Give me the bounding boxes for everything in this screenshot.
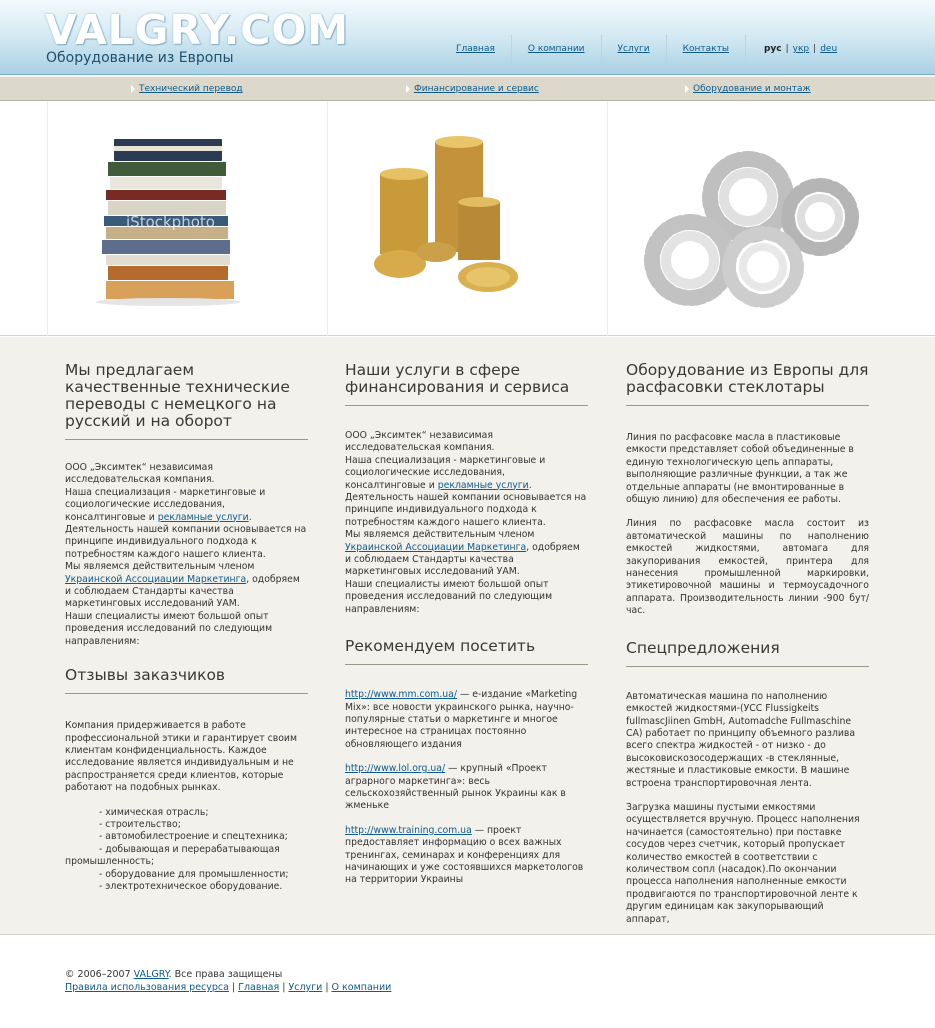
uam-link[interactable]: Украинской Ассоциации Маркетинга bbox=[65, 573, 247, 585]
intro-text: Наши специалисты имеют большой опыт проведения исследований по следующим направлениям: bbox=[345, 578, 553, 615]
list-item: - строительство; bbox=[99, 818, 181, 830]
list-item: - автомобилестроение и спецтехника; bbox=[99, 831, 288, 843]
company-intro bbox=[345, 430, 588, 616]
footer-about-link[interactable]: О компании bbox=[331, 982, 392, 993]
intro-text: . Деятельность нашей компании основывается на принципе индивидуального подхода к потребностям каждого нашего клиента. bbox=[345, 479, 587, 528]
equipment-text: Линия по расфасовке масла в пластиковые емкости представляет собой объединенные в единую технологическую цепь аппараты, выполняющие различные функции, а так же отдельные аппараты (не вмонтированные в общую линию) для обеспечения ее работы. bbox=[626, 432, 854, 506]
subnav-item-translation bbox=[131, 84, 243, 94]
intro-text: , одобряем и соблюдаем Стандарты качества маркетинговых исследований УАМ. bbox=[65, 573, 300, 610]
nav-contacts-link[interactable]: Контакты bbox=[682, 44, 729, 54]
column-translations bbox=[65, 362, 308, 893]
footer-terms-link[interactable]: Правила использования ресурса bbox=[65, 982, 229, 993]
copyright-text: © 2006–2007 bbox=[65, 969, 134, 980]
books-image bbox=[47, 102, 327, 336]
coins-image bbox=[327, 102, 607, 336]
lol-org-ua-link[interactable]: http://www.lol.org.ua/ bbox=[345, 763, 446, 775]
equipment-text: Линия по расфасовке масла состоит из автоматической машины по наполнению емкостей жидкостями, автомага для закупоривания емкостей, принтера для нанесения промышленной маркировки, этикетировочной машины и термоусадочного аппарата. Производительность линии -900 бут/час. bbox=[626, 518, 869, 617]
ads-services-link[interactable]: рекламные услуги bbox=[157, 511, 249, 523]
lang-separator: | bbox=[785, 44, 789, 54]
subnav-item-finance bbox=[406, 84, 539, 94]
subnav-finance-link[interactable]: Финансирование и сервис bbox=[414, 84, 539, 94]
industries-list bbox=[65, 807, 308, 894]
ads-services-link[interactable]: рекламные услуги bbox=[437, 479, 529, 491]
sub-nav bbox=[0, 75, 935, 101]
site-footer bbox=[65, 968, 391, 994]
equipment-title: Оборудование из Европы для расфасовки стеклотары bbox=[626, 362, 869, 406]
list-item: - электротехническое оборудование. bbox=[99, 880, 283, 892]
recommend-text: — крупный «Проект аграрного маркетинга»: весь сельскохозяйственный рынок Украины как в жменьке bbox=[345, 763, 566, 812]
copyright bbox=[65, 968, 391, 981]
intro-text: , одобряем и соблюдаем Стандарты качества маркетинговых исследований УАМ. bbox=[345, 541, 580, 578]
intro-text: Наша специализация - маркетинговые и социологические исследования, консалтинговые и bbox=[65, 486, 266, 523]
intro-text: . Деятельность нашей компании основывается на принципе индивидуального подхода к потребностям каждого нашего клиента. bbox=[65, 511, 307, 560]
training-com-ua-link[interactable]: http://www.training.com.ua bbox=[345, 824, 472, 836]
company-intro bbox=[65, 462, 308, 648]
intro-text: ООО „Эксимтек“ независимая исследовательская компания. bbox=[345, 430, 495, 454]
mm-com-ua-link[interactable]: http://www.mm.com.ua/ bbox=[345, 689, 457, 701]
bullet-arrow-icon bbox=[685, 85, 689, 93]
language-switcher bbox=[745, 35, 837, 63]
recommend-item bbox=[345, 825, 588, 887]
intro-text: Наши специалисты имеют большой опыт проведения исследований по следующим направлениям: bbox=[65, 610, 273, 647]
lang-separator: | bbox=[813, 44, 817, 54]
reviews-title: Отзывы заказчиков bbox=[65, 667, 308, 694]
special-offers-text: Автоматическая машина по наполнению емкостей жидкостями-(УСС Flussigkeits fullmascJiinen GmbH, Automadche Fullmaschine CA) работает по принципу объемного разлива всего спектра жидкостей - от низко - до высоковискозосодержащих -в стеклянные, жестяные и пластиковые емкости. В машине встроена транспортировочная лента. bbox=[626, 690, 856, 789]
site-header bbox=[0, 0, 935, 75]
recommend-title: Рекомендуем посетить bbox=[345, 638, 588, 665]
subnav-translation-link[interactable]: Технический перевод bbox=[139, 84, 243, 94]
top-nav bbox=[440, 35, 837, 63]
column-finance bbox=[345, 362, 588, 887]
recommend-text: — е-издание «Marketing Mix»: все новости украинского рынка, научно-популярные статьи о маркетинге и многое интересное на страницах постоянно обновляющего издания bbox=[345, 689, 578, 750]
column-equipment bbox=[626, 362, 869, 926]
recommend-item bbox=[345, 689, 588, 751]
intro-text: Мы являемся действительным членом bbox=[345, 529, 535, 541]
footer-links bbox=[65, 981, 391, 994]
gears-icon bbox=[652, 159, 852, 301]
footer-separator: | bbox=[282, 982, 286, 993]
coins-stack-icon bbox=[374, 136, 518, 292]
lang-current-rus: рус bbox=[763, 44, 782, 54]
bullet-arrow-icon bbox=[131, 85, 135, 93]
special-offers-text: Загрузка машины пустыми емкостями осуществляется вручную. Процесс наполнения начинается (самостоятельно) при поставке сосудов через счетчик, который пропускает количество емкостей в соответствии с количеством сопл (насадок).По окончании процесса наполнения наполненные емкости продвигаются по транспортировочной ленте к другим единицам как закупорывающий аппарат, bbox=[626, 801, 860, 925]
special-offers-title: Спецпредложения bbox=[626, 640, 869, 667]
subnav-item-equipment bbox=[685, 84, 811, 94]
intro-text: Наша специализация - маркетинговые и социологические исследования, консалтинговые и bbox=[345, 454, 546, 491]
site-logo[interactable]: VALGRY.COM bbox=[45, 6, 350, 54]
list-item: - химическая отрасль; bbox=[99, 806, 209, 818]
translations-title: Мы предлагаем качественные технические переводы с немецкого на русский и на оборот bbox=[65, 362, 308, 440]
nav-services-link[interactable]: Услуги bbox=[617, 44, 650, 54]
bullet-arrow-icon bbox=[406, 85, 410, 93]
intro-text: Мы являемся действительным членом bbox=[65, 561, 255, 573]
valgry-link[interactable]: VALGRY bbox=[133, 969, 169, 980]
list-item: - добывающая и перерабатывающая промышленность; bbox=[65, 843, 280, 868]
recommend-item bbox=[345, 763, 588, 813]
reviews-text: Компания придерживается в работе профессиональной этики и гарантирует своим клиентам конфиденциальность. Каждое исследование является индивидуальным и не распространяется среди клиентов, которые работают на подобных рынках. bbox=[65, 720, 297, 794]
lang-ukr-link[interactable]: укр bbox=[792, 44, 810, 54]
subnav-equipment-link[interactable]: Оборудование и монтаж bbox=[693, 84, 811, 94]
lang-deu-link[interactable]: deu bbox=[820, 44, 838, 54]
recommend-text: — проект предоставляет информацию о всех важных тренингах, семинарах и конференциях для начинающих и уже состоявшихся маркетологов на территории Украины bbox=[345, 824, 584, 886]
copyright-text: . Все права защищены bbox=[168, 969, 283, 980]
watermark-text: iStockphoto bbox=[126, 213, 215, 231]
nav-home-link[interactable]: Главная bbox=[456, 44, 495, 54]
main-content bbox=[0, 337, 935, 935]
site-slogan: Оборудование из Европы bbox=[46, 50, 234, 66]
finance-title: Наши услуги в сфере финансирования и сервиса bbox=[345, 362, 588, 406]
uam-link[interactable]: Украинской Ассоциации Маркетинга bbox=[345, 541, 527, 553]
footer-separator: | bbox=[231, 982, 236, 993]
footer-separator: | bbox=[325, 982, 329, 993]
footer-services-link[interactable]: Услуги bbox=[288, 982, 323, 993]
intro-text: ООО „Эксимтек“ независимая исследовательская компания. bbox=[65, 462, 215, 486]
nav-about-link[interactable]: О компании bbox=[527, 44, 585, 54]
gears-image bbox=[607, 102, 887, 336]
list-item: - оборудование для промышленности; bbox=[99, 868, 289, 880]
footer-home-link[interactable]: Главная bbox=[238, 982, 280, 993]
feature-images bbox=[0, 102, 935, 336]
